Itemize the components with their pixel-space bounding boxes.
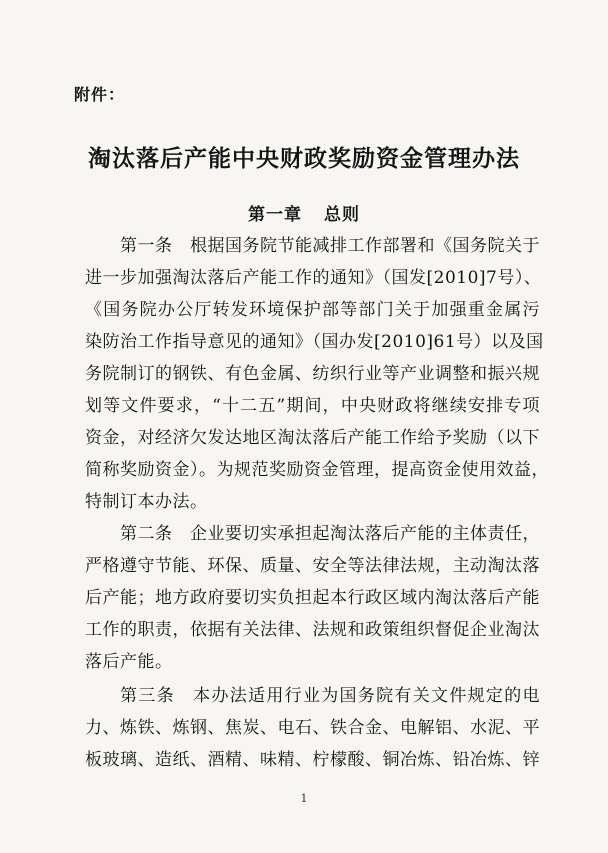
article-1-line-3: 《国务院办公厅转发环境保护部等部门关于加强重金属污 [85, 300, 540, 320]
article-2-line-2: 严格遵守节能、环保、质量、安全等法律法规，主动淘汰落 [85, 556, 540, 576]
article-3-line-3: 板玻璃、造纸、酒精、味精、柠檬酸、铜冶炼、铅冶炼、锌 [85, 750, 540, 770]
page-number: 1 [300, 792, 308, 805]
article-3-line-2: 力、炼铁、炼钢、焦炭、电石、铁合金、电解铝、水泥、平 [85, 718, 540, 738]
article-1-line-1: 第一条 根据国务院节能减排工作部署和《国务院关于 [120, 236, 540, 256]
article-1-line-9: 特制订本办法。 [85, 492, 208, 512]
article-3-line-1: 第三条 本办法适用行业为国务院有关文件规定的电 [120, 686, 540, 706]
article-1-line-7: 资金，对经济欠发达地区淘汰落后产能工作给予奖励（以下 [85, 428, 540, 448]
article-1-line-8: 简称奖励资金）。为规范奖励资金管理，提高资金使用效益， [85, 460, 549, 480]
attachment-label: 附件： [74, 85, 126, 104]
article-2-line-1: 第二条 企业要切实承担起淘汰落后产能的主体责任， [120, 524, 540, 544]
chapter-number: 第一章 [248, 205, 302, 225]
chapter-name: 总则 [324, 205, 360, 225]
article-1-line-5: 务院制订的钢铁、有色金属、纺织行业等产业调整和振兴规 [85, 364, 540, 384]
article-2-line-4: 工作的职责，依据有关法律、法规和政策组织督促企业淘汰 [85, 620, 540, 640]
article-1-line-2: 进一步加强淘汰落后产能工作的通知》（国发[2010]7号）、 [85, 268, 542, 288]
chapter-heading [0, 200, 608, 225]
article-2-line-3: 后产能；地方政府要切实负担起本行政区域内淘汰落后产能 [85, 588, 540, 608]
document-title: 淘汰落后产能中央财政奖励资金管理办法 [88, 145, 520, 172]
article-2-line-5: 落后产能。 [85, 652, 173, 672]
article-1-line-4: 染防治工作指导意见的通知》（国办发[2010]61号）以及国 [85, 332, 544, 352]
article-1-line-6: 划等文件要求，“十二五”期间，中央财政将继续安排专项 [85, 396, 540, 416]
